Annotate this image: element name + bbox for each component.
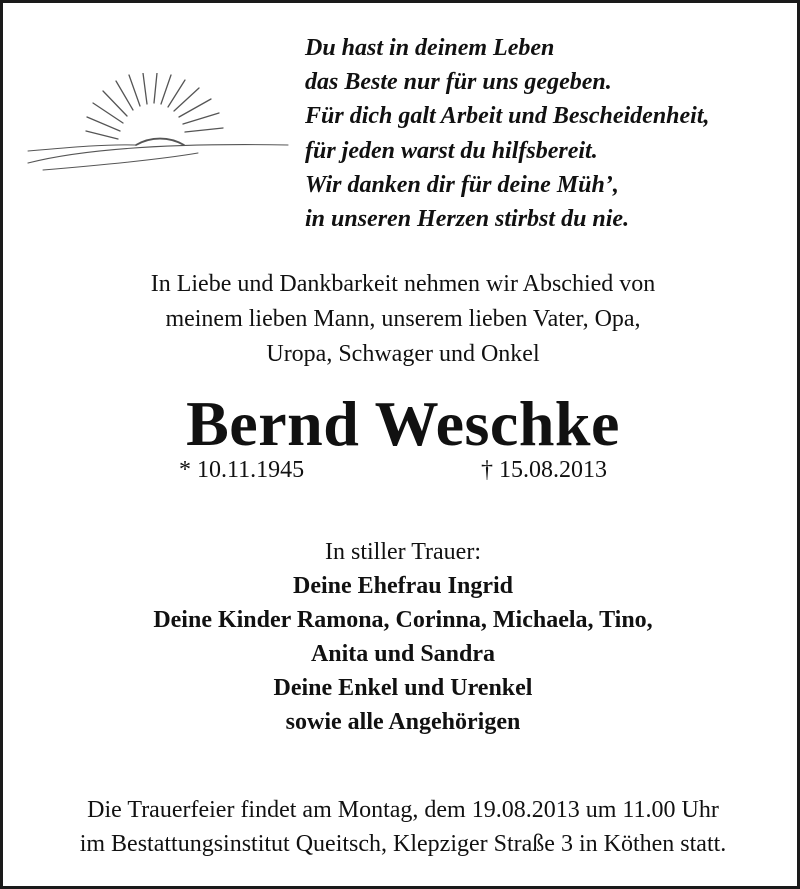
poem-line: in unseren Herzen stirbst du nie.	[305, 206, 630, 233]
mourner-line: Deine Kinder Ramona, Corinna, Michaela, Tino,	[153, 607, 653, 633]
mourners-block	[3, 535, 800, 739]
mourner-line: Deine Ehefrau Ingrid	[292, 573, 513, 599]
poem	[305, 31, 795, 236]
service-line: Die Trauerfeier findet am Montag, dem 19.08.2013 um 11.00 Uhr	[87, 797, 719, 823]
poem-line: Du hast in deinem Leben	[305, 35, 555, 61]
poem-line: das Beste nur für uns gegeben.	[305, 69, 612, 96]
mourners-heading: In stiller Trauer:	[325, 539, 481, 565]
mourner-line: Deine Enkel und Urenkel	[273, 675, 533, 701]
service-line: im Bestattungsinstitut Queitsch, Klepziger Straße 3 in Köthen statt.	[79, 831, 727, 857]
farewell-line: Uropa, Schwager und Onkel	[266, 341, 540, 367]
death-date: † 15.08.2013	[481, 457, 607, 483]
mourner-line: Anita und Sandra	[310, 641, 496, 667]
rising-sun-icon	[23, 73, 293, 183]
deceased-name: Bernd Weschke	[186, 388, 620, 459]
farewell-line: meinem lieben Mann, unserem lieben Vater, Opa,	[165, 306, 641, 332]
poem-line: für jeden warst du hilfsbereit.	[305, 137, 598, 164]
farewell-text	[3, 267, 800, 372]
mourner-line: sowie alle Angehörigen	[285, 709, 521, 735]
poem-line: Wir danken dir für deine Müh’,	[305, 171, 619, 198]
birth-date: * 10.11.1945	[179, 457, 305, 483]
poem-line: Für dich galt Arbeit und Bescheidenheit,	[305, 103, 710, 130]
funeral-service-info	[3, 793, 800, 861]
farewell-line: In Liebe und Dankbarkeit nehmen wir Abschied von	[150, 271, 656, 297]
